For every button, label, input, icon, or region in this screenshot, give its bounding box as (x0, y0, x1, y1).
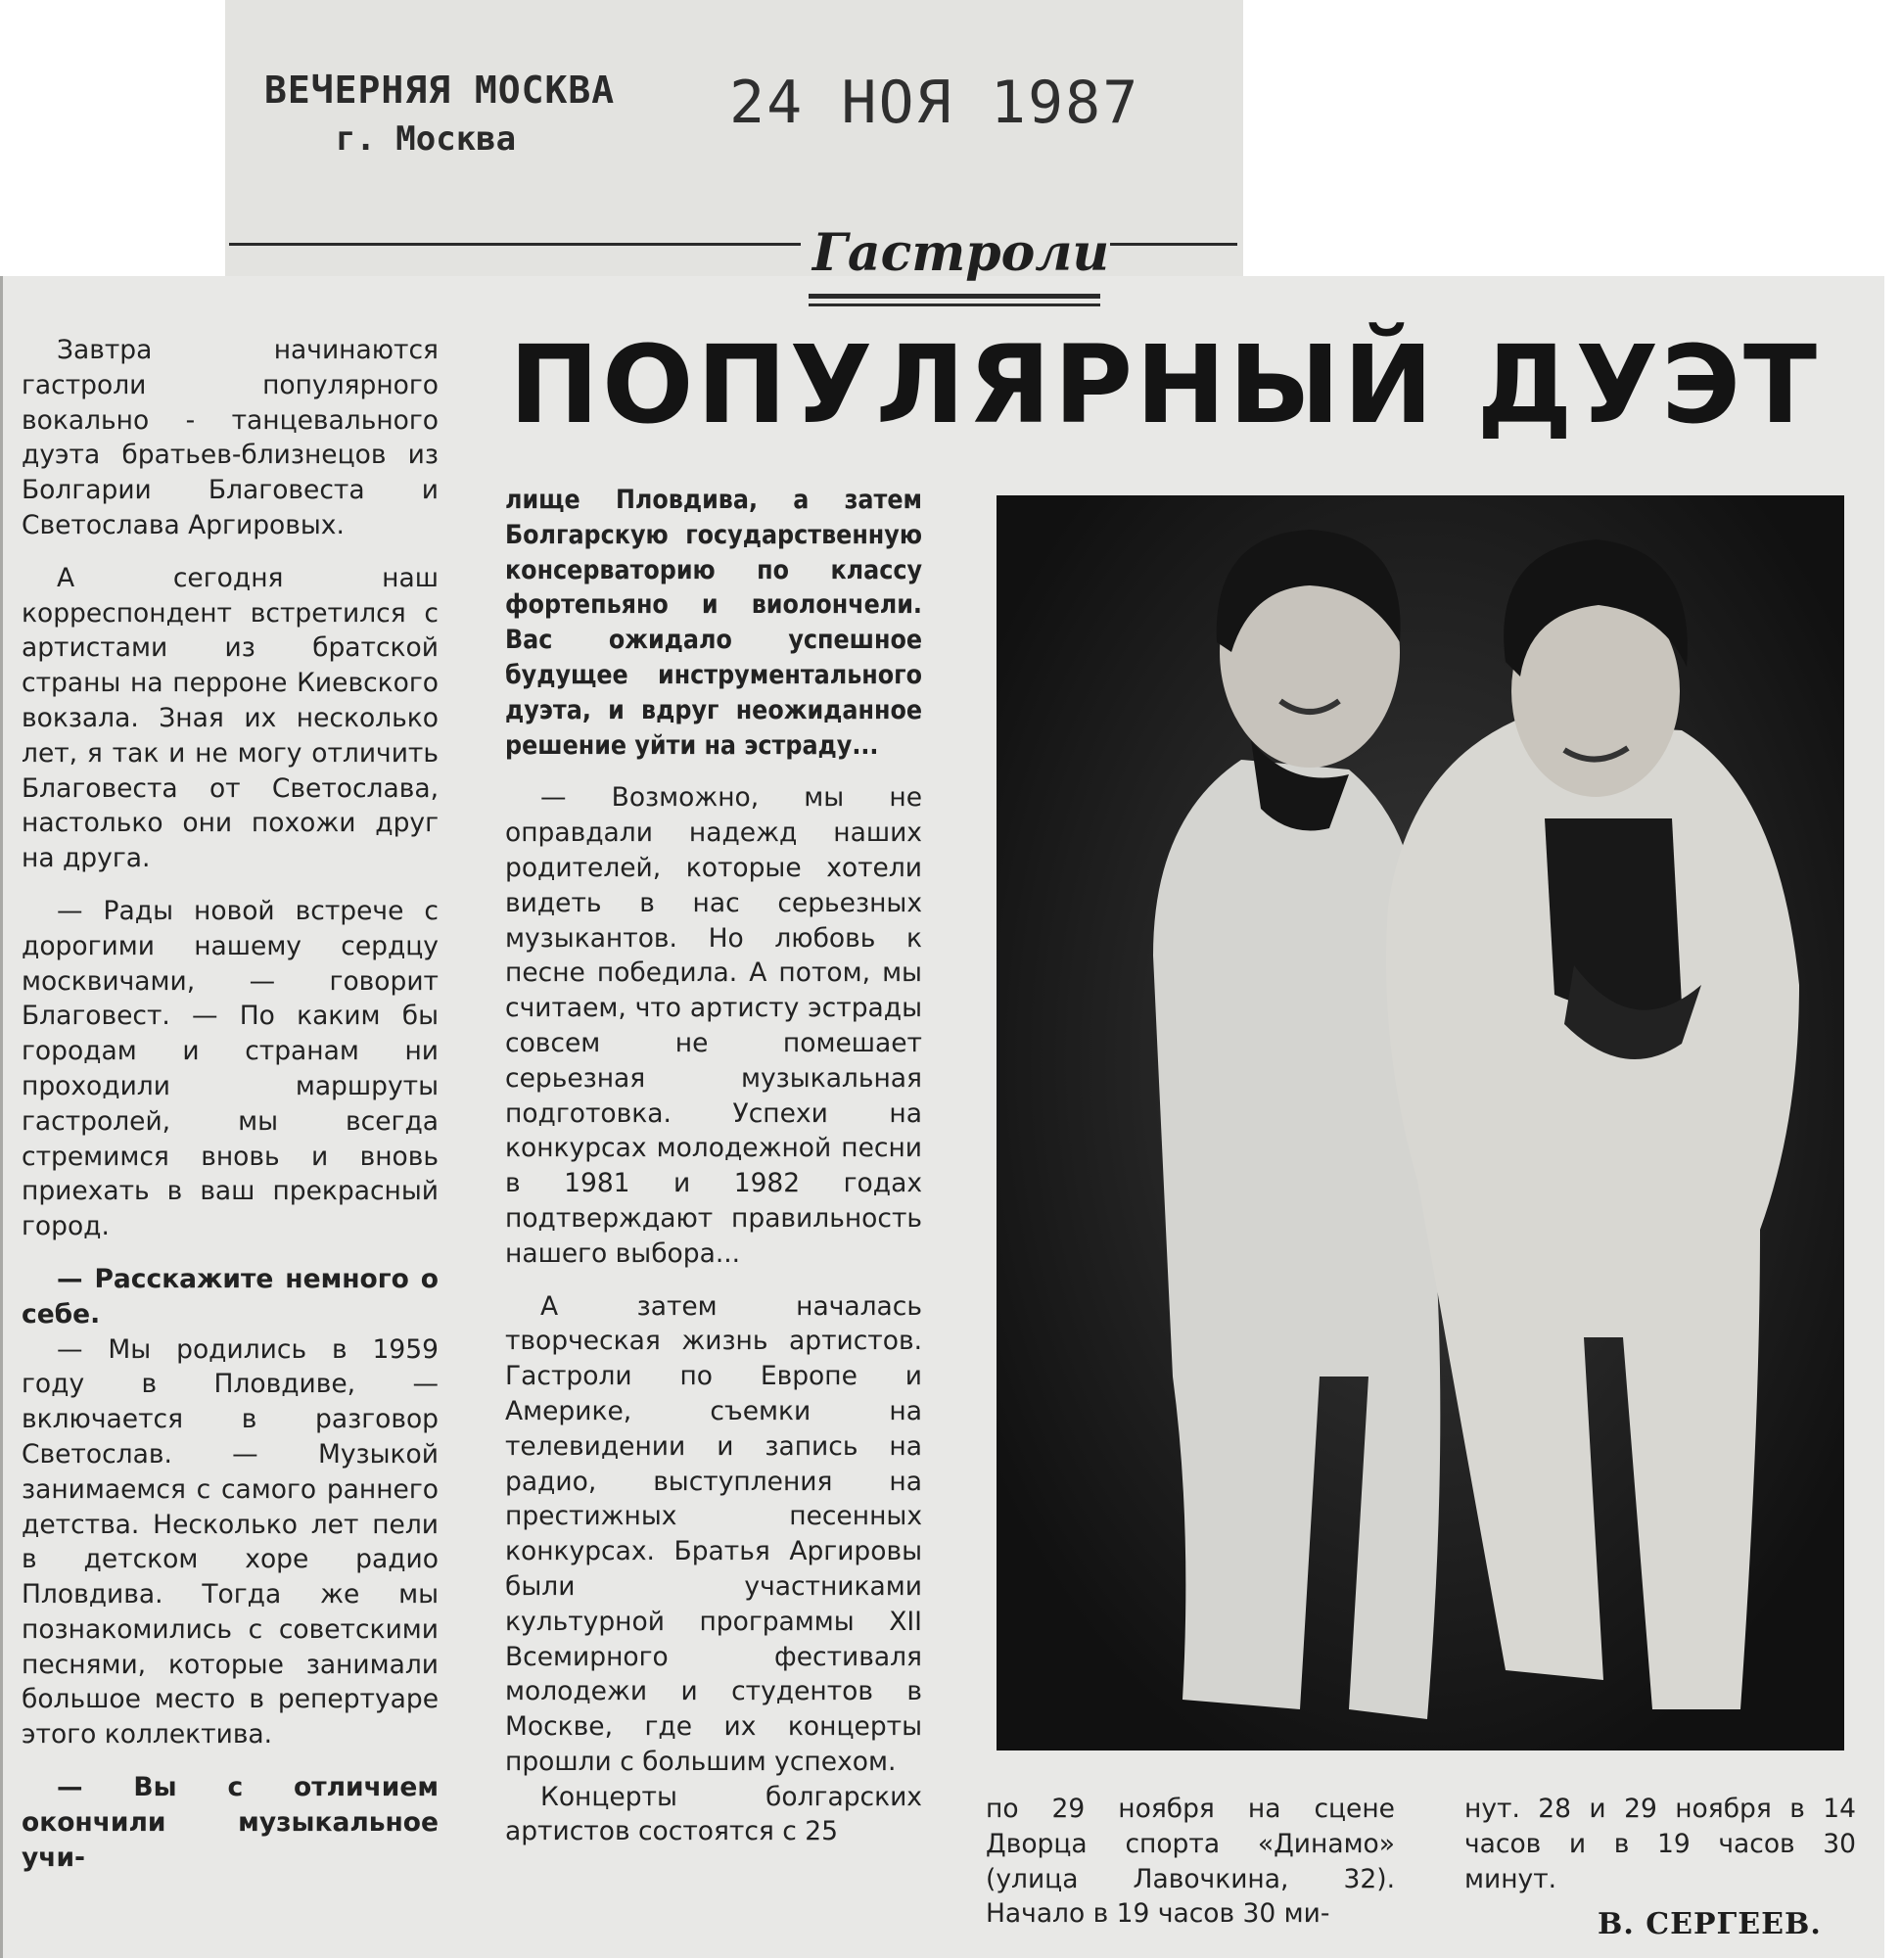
photo-illustration (997, 495, 1844, 1750)
article-column-1 (22, 333, 439, 1875)
photo-twin-duo (997, 495, 1844, 1750)
paragraph: Завтра начинаются гастроли популярного вокально - танцевального дуэта братьев-близнецов из Болгарии Благовеста и Светослава Аргировых. (22, 335, 439, 540)
rubric-underline (809, 294, 1100, 299)
question: — Расскажите немного о себе. (22, 1263, 439, 1330)
rubric-underline-thin (809, 303, 1100, 306)
paragraph: Концерты болгарских артистов состоятся с 25 (505, 1781, 922, 1847)
newspaper-name-stamp: ВЕЧЕРНЯЯ МОСКВА (264, 69, 616, 112)
article-column-2 (505, 483, 922, 1849)
question: — Вы с отличием окончили музыкальное учи- (22, 1772, 439, 1873)
rubric-label: Гастроли (812, 223, 1110, 283)
paragraph: — Мы родились в 1959 году в Пловдиве, — включается в разговор Светослав. — Музыкой занимаемся с самого раннего детства. Несколько лет пели в детском хоре радио Пловдива. Тогда же мы познакомились с советскими песнями, которые занимали большое место в репертуаре этого коллектива. (22, 1333, 439, 1750)
paragraph: А затем началась творческая жизнь артистов. Гастроли по Европе и Америке, съемки на телевидении и запись на радио, выступления на престижных песенных конкурсах. Братья Аргировы были участниками культурной программы XII Всемирного фестиваля молодежи и студентов в Москве, где их концерты прошли с большим успехом. (505, 1290, 922, 1777)
paragraph: А сегодня наш корреспондент встретился с артистами из братской страны на перроне Киевского вокзала. Зная их несколько лет, я так и не могу отличить Благовеста от Светослава, настолько они похожи друг на друга. (22, 562, 439, 874)
date-stamp: 24 НОЯ 1987 (729, 69, 1140, 137)
author-byline: В. СЕРГЕЕВ. (1598, 1907, 1822, 1941)
paragraph: — Рады новой встрече с дорогими нашему сердцу москвичами, — говорит Благовест. — По каким бы городам и странам ни проходили маршруты гастролей, мы всегда стремимся вновь и вновь приехать в ваш прекрасный город. (22, 895, 439, 1242)
question-continued: лище Пловдива, а затем Болгарскую государственную консерваторию по классу фортепьяно и виолончели. Вас ожидало успешное будущее инструментального дуэта, и вдруг неожиданное решение уйти на эстраду... (505, 485, 922, 761)
article-column-4: нут. 28 и 29 ноября в 14 часов и в 19 часов 30 минут. (1464, 1794, 1856, 1894)
article-column-3: по 29 ноября на сцене Дворца спорта «Динамо» (улица Лавочкина, 32). Начало в 19 часов 30 ми- (986, 1794, 1395, 1930)
rubric-rule-left (229, 243, 801, 246)
newspaper-city-stamp: г. Москва (335, 119, 517, 159)
headline: ПОПУЛЯРНЫЙ ДУЭТ (509, 322, 1821, 447)
rubric-rule-right (1110, 243, 1237, 246)
paragraph: — Возможно, мы не оправдали надежд наших родителей, которые хотели видеть в нас серьезных музыкантов. Но любовь к песне победила. А потом, мы считаем, что артисту эстрады совсем не помешает серьезная музыкальная подготовка. Успехи на конкурсах молодежной песни в 1981 и 1982 годах подтверждают правильность нашего выбора... (505, 782, 922, 1269)
